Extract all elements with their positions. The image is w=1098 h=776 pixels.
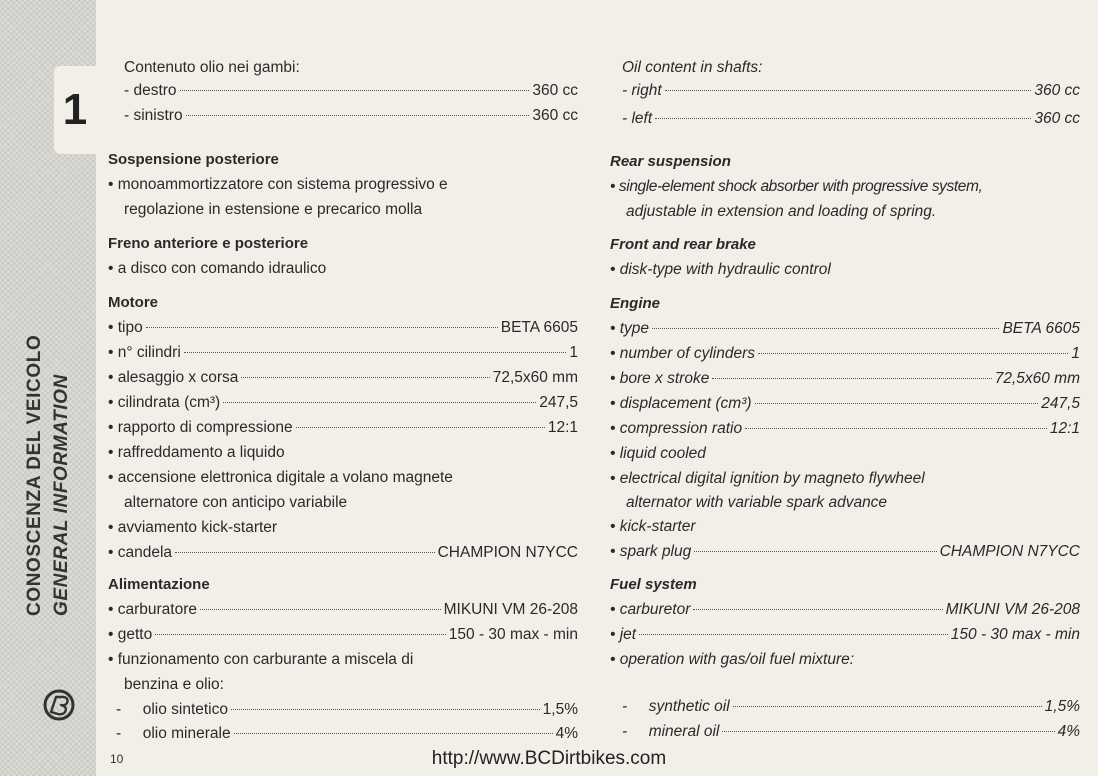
spec-oil-right: - destro 360 cc bbox=[124, 82, 578, 99]
spec-mineral-oil: - olio minerale 4% bbox=[116, 725, 578, 742]
spec-type: • type BETA 6605 bbox=[610, 320, 1080, 337]
spec-bore-stroke: • bore x stroke 72,5x60 mm bbox=[610, 370, 1080, 387]
chapter-title-english: GENERAL INFORMATION bbox=[51, 374, 72, 616]
brakes-line: • disk-type with hydraulic control bbox=[610, 261, 831, 278]
heading-rear-suspension: Sospensione posteriore bbox=[108, 151, 279, 168]
heading-fuel-system: Alimentazione bbox=[108, 576, 210, 593]
spec-bore-stroke: • alesaggio x corsa 72,5x60 mm bbox=[108, 369, 578, 386]
rear-suspension-line-2: adjustable in extension and loading of spring. bbox=[626, 203, 937, 220]
heading-engine: Motore bbox=[108, 294, 158, 311]
spec-jet: • jet 150 - 30 max - min bbox=[610, 626, 1080, 643]
spec-carburetor: • carburatore MIKUNI VM 26-208 bbox=[108, 601, 578, 618]
spec-cylinders: • n° cilindri 1 bbox=[108, 344, 578, 361]
spec-oil-left: - sinistro 360 cc bbox=[124, 107, 578, 124]
spec-ignition-2: alternatore con anticipo variabile bbox=[124, 494, 348, 511]
spec-jet: • getto 150 - 30 max - min bbox=[108, 626, 578, 643]
spec-oil-right: - right 360 cc bbox=[622, 82, 1080, 99]
rear-suspension-line-1: • single-element shock absorber with progressive system, bbox=[610, 178, 983, 195]
spec-cooling: • liquid cooled bbox=[610, 445, 706, 462]
heading-brakes: Front and rear brake bbox=[610, 236, 756, 253]
beta-logo-icon bbox=[42, 688, 76, 722]
spec-kickstart: • kick-starter bbox=[610, 518, 696, 535]
sidebar bbox=[0, 0, 96, 776]
spec-mixture-1: • funzionamento con carburante a miscela di bbox=[108, 651, 414, 668]
spec-compression: • compression ratio 12:1 bbox=[610, 420, 1080, 437]
spec-spark-plug: • spark plug CHAMPION N7YCC bbox=[610, 543, 1080, 560]
spec-cylinders: • number of cylinders 1 bbox=[610, 345, 1080, 362]
spec-displacement: • displacement (cm³) 247,5 bbox=[610, 395, 1080, 412]
brakes-line: • a disco con comando idraulico bbox=[108, 260, 327, 277]
spec-cooling: • raffreddamento a liquido bbox=[108, 444, 285, 461]
spec-type: • tipo BETA 6605 bbox=[108, 319, 578, 336]
page-number: 10 bbox=[110, 752, 124, 766]
heading-brakes: Freno anteriore e posteriore bbox=[108, 235, 309, 252]
spec-ignition-1: • accensione elettronica digitale a volano magnete bbox=[108, 469, 453, 486]
spec-displacement: • cilindrata (cm³) 247,5 bbox=[108, 394, 578, 411]
spec-ignition-1: • electrical digital ignition by magneto flywheel bbox=[610, 470, 925, 487]
spec-synthetic-oil: - synthetic oil 1,5% bbox=[622, 698, 1080, 715]
spec-synthetic-oil: - olio sintetico 1,5% bbox=[116, 701, 578, 718]
spec-kickstart: • avviamento kick-starter bbox=[108, 519, 278, 536]
chapter-title bbox=[21, 296, 75, 616]
heading-rear-suspension: Rear suspension bbox=[610, 153, 731, 170]
spec-oil-left: - left 360 cc bbox=[622, 110, 1080, 127]
spec-compression: • rapporto di compressione 12:1 bbox=[108, 419, 578, 436]
chapter-number: 1 bbox=[54, 66, 96, 154]
spec-mineral-oil: - mineral oil 4% bbox=[622, 723, 1080, 740]
source-url[interactable]: http://www.BCDirtbikes.com bbox=[431, 748, 667, 769]
rear-suspension-line-1: • monoammortizzatore con sistema progressivo e bbox=[108, 176, 448, 193]
heading-engine: Engine bbox=[610, 295, 661, 312]
oil-content-title: Contenuto olio nei gambi: bbox=[124, 59, 300, 76]
spec-ignition-2: alternator with variable spark advance bbox=[626, 494, 888, 511]
oil-content-title: Oil content in shafts: bbox=[622, 59, 763, 76]
spec-mixture-1: • operation with gas/oil fuel mixture: bbox=[610, 651, 855, 668]
spec-carburetor: • carburetor MIKUNI VM 26-208 bbox=[610, 601, 1080, 618]
spec-mixture-2: benzina e olio: bbox=[124, 676, 224, 693]
chapter-title-italian: CONOSCENZA DEL VEICOLO bbox=[24, 334, 45, 616]
rear-suspension-line-2: regolazione in estensione e precarico molla bbox=[124, 201, 423, 218]
spec-spark-plug: • candela CHAMPION N7YCC bbox=[108, 544, 578, 561]
heading-fuel-system: Fuel system bbox=[610, 576, 697, 593]
